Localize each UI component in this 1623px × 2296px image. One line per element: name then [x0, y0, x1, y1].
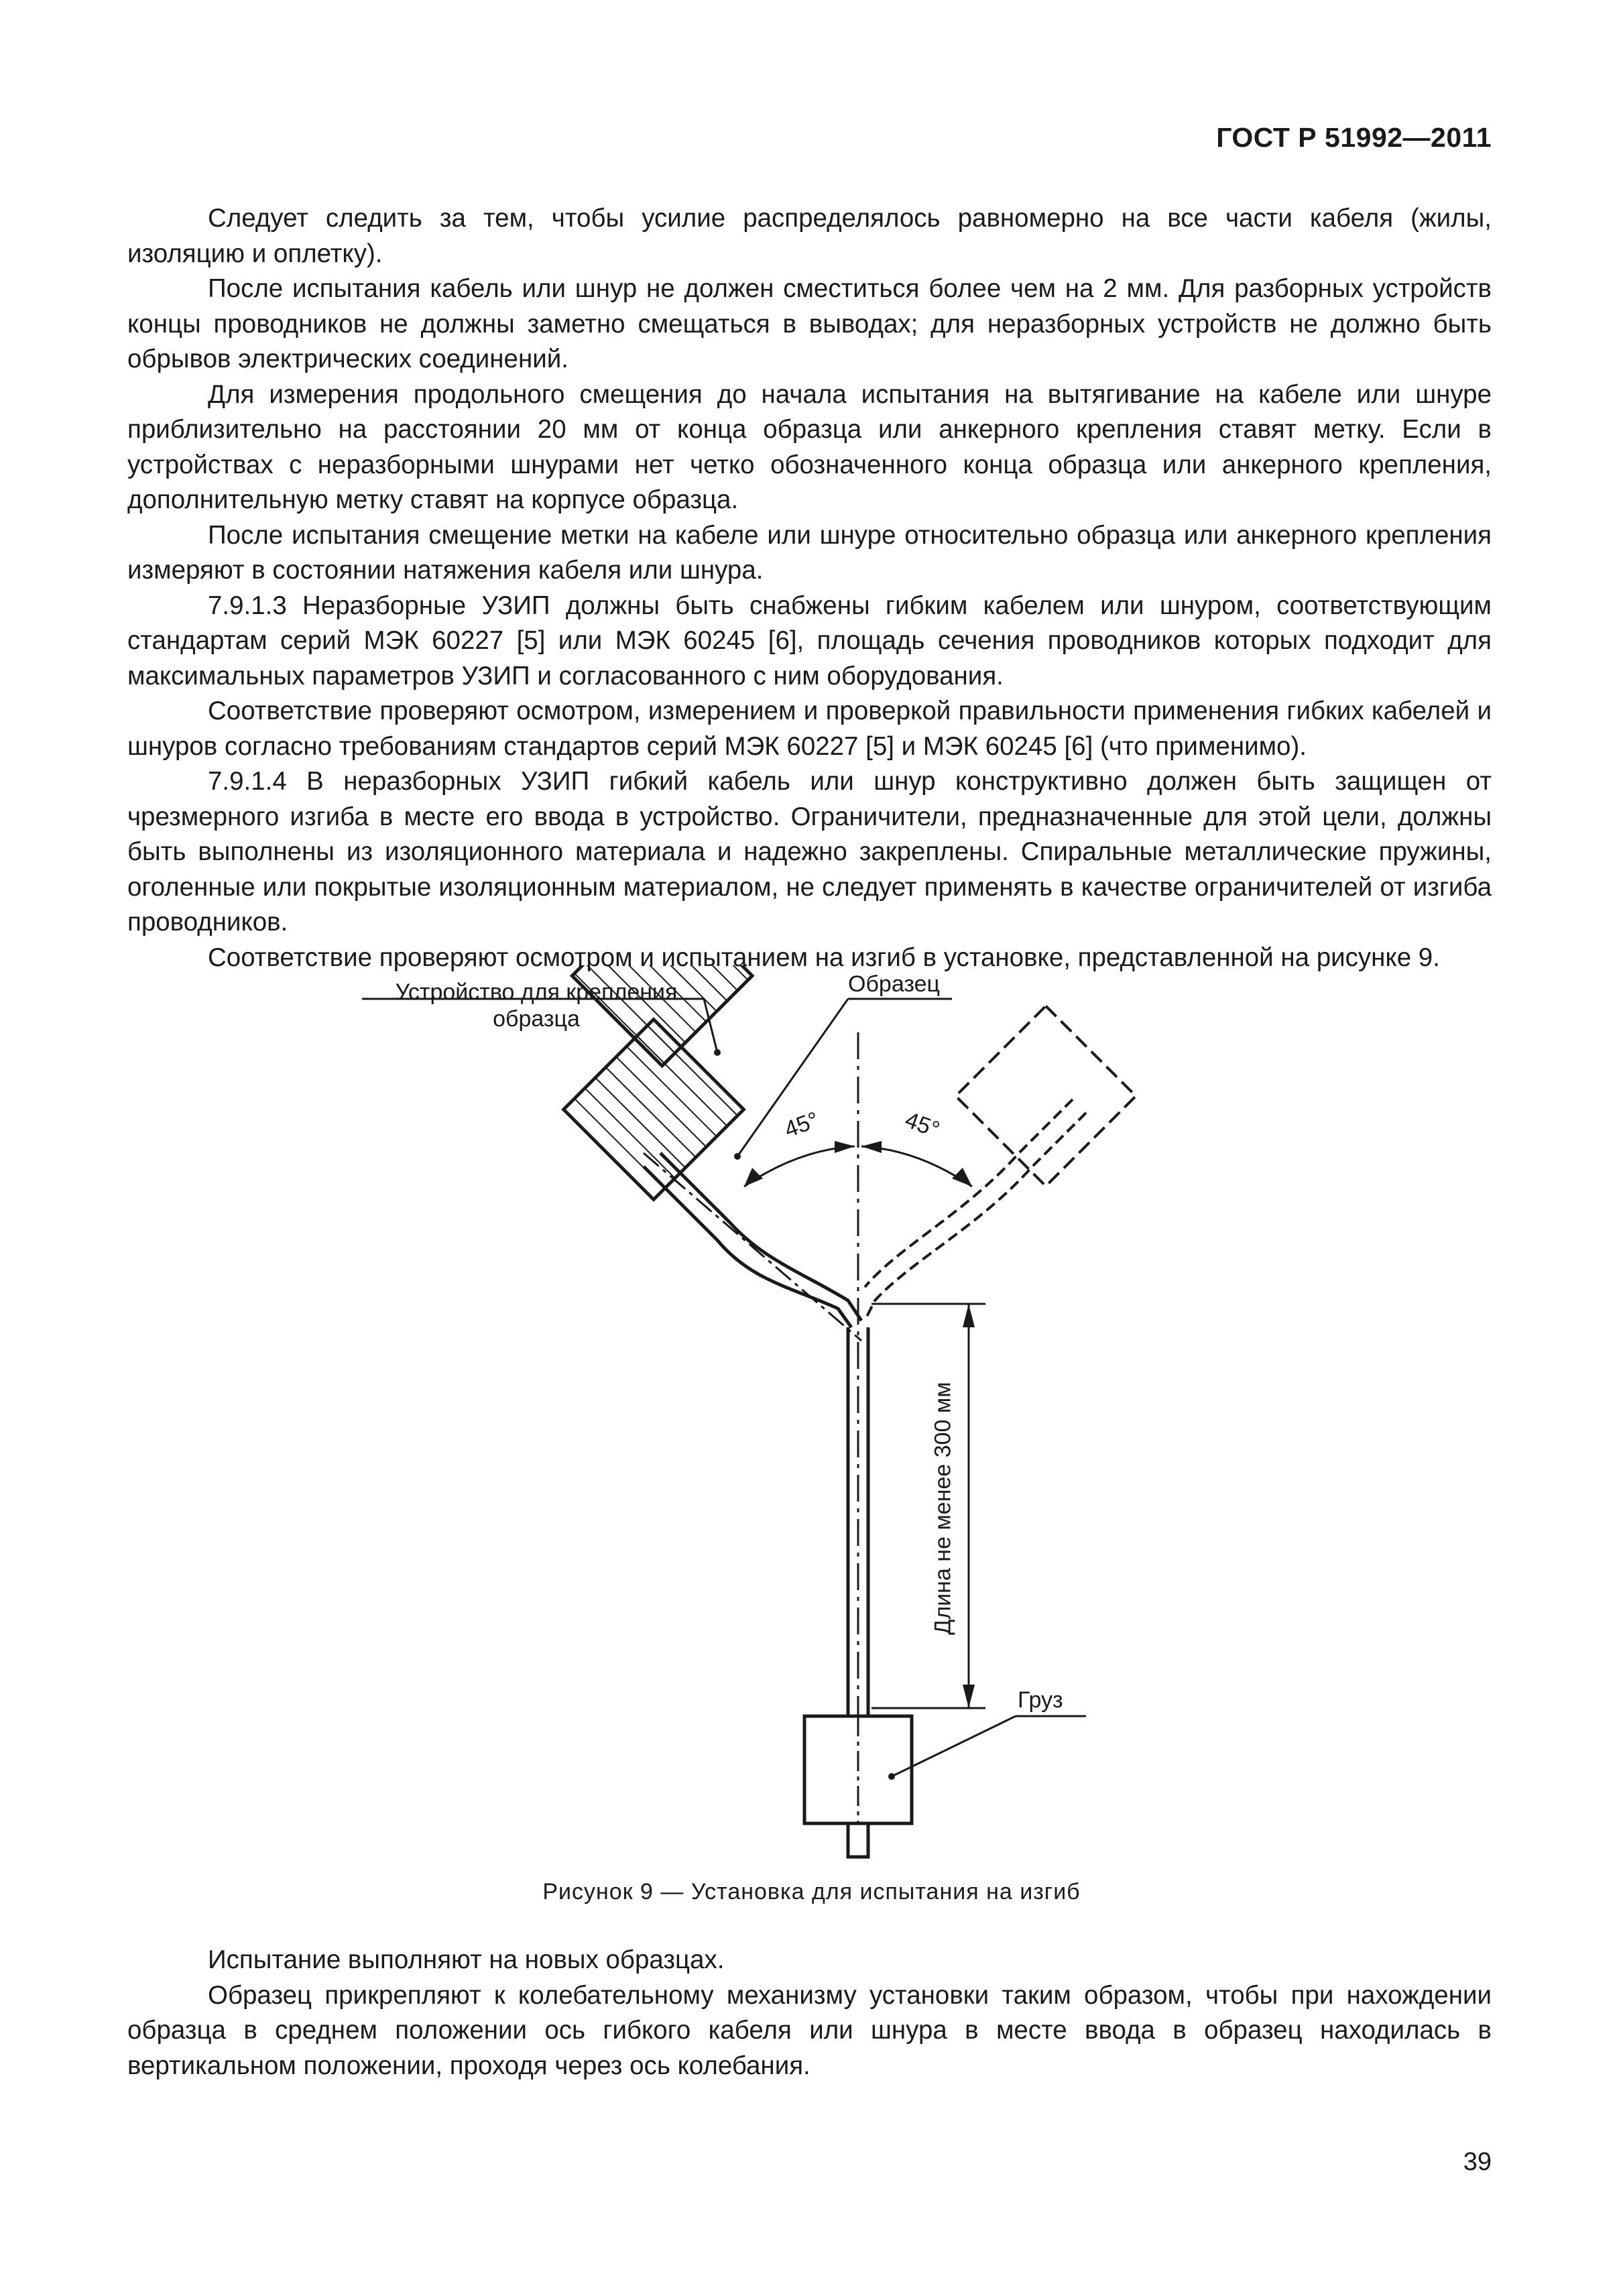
paragraph: Соответствие проверяют осмотром, измерением и проверкой правильности применения гибких кабелей и шнуров согласно требованиям стандартов серий МЭК 60227 [5] и МЭК 60245 [6] (что применимо). — [127, 697, 1492, 761]
sample-cable-left — [644, 1166, 851, 1327]
figure-9 — [0, 965, 1623, 1884]
sample-cable-right — [865, 1113, 1086, 1321]
paragraph: Испытание выполняют на новых образцах. — [208, 1945, 725, 1974]
label-sample: Образец — [848, 971, 940, 997]
paragraph: 7.9.1.3 Неразборные УЗИП должны быть снабжены гибким кабелем или шнуром, соответствующим стандартам серий МЭК 60227 [5] или МЭК 60245 [6], площадь сечения проводников которых подходит для максимальных параметров УЗИП и согласованного с ним оборудования. — [127, 591, 1492, 690]
figure-caption: Рисунок 9 — Установка для испытания на изгиб — [542, 1879, 1081, 1905]
paragraph: Образец прикрепляют к колебательному механизму установки таким образом, чтобы при нахождении образца в среднем положении ось гибкого кабеля или шнура в месте ввода в образец находилась в вертикальном положении, проходя через ось колебания. — [127, 1980, 1492, 2080]
page-number: 39 — [1463, 2148, 1492, 2176]
fixture-clamp-dashed — [956, 1006, 1136, 1187]
bend-test-diagram — [0, 965, 1623, 1884]
label-length: Длина не менее 300 мм — [930, 1382, 956, 1635]
paragraph: 7.9.1.4 В неразборных УЗИП гибкий кабель или шнур конструктивно должен быть защищен от чрезмерного изгиба в месте его ввода в устройство. Ограничители, предназначенные для этой цели, должны быть выполнены из изоляционного материала и надежно закреплены. Спиральные металлические пружины, оголенные или покрытые изоляционным материалом, не следует применять в качестве ограничителей от изгиба проводников. — [127, 767, 1492, 936]
paragraph: Соответствие проверяют осмотром и испытанием на изгиб в установке, представленной на рисунке 9. — [208, 943, 1440, 972]
angle-arc-right — [861, 1146, 972, 1187]
label-fixture: Устройство для крепления образца — [395, 979, 678, 1032]
body-text-top — [127, 201, 1492, 975]
paragraph: После испытания кабель или шнур не должен сместиться более чем на 2 мм. Для разборных устройств концы проводников не должны заметно смещаться в выводах; для неразборных устройств не должно быть обрывов электрических соединений. — [127, 274, 1492, 373]
paragraph: После испытания смещение метки на кабеле или шнуре относительно образца или анкерного крепления измеряют в состоянии натяжения кабеля или шнура. — [127, 520, 1492, 585]
angle-label-right: 45° — [902, 1107, 943, 1143]
paragraph: Следует следить за тем, чтобы усилие распределялось равномерно на все части кабеля (жилы, изоляцию и оплетку). — [127, 204, 1492, 268]
paragraph: Для измерения продольного смещения до начала испытания на вытягивание на кабеле или шнуре приблизительно на расстоянии 20 мм от конца образца или анкерного крепления ставят метку. Если в устройствах с неразборными шнурами нет четко обозначенного конца образца или анкерного крепления, дополнительную метку ставят на корпусе образца. — [127, 379, 1492, 514]
label-weight: Груз — [1018, 1687, 1063, 1713]
angle-arc-left — [744, 1146, 855, 1187]
angle-label-left: 45° — [781, 1107, 823, 1143]
body-text-bottom — [127, 1943, 1492, 2083]
document-header: ГОСТ Р 51992—2011 — [1216, 122, 1492, 153]
